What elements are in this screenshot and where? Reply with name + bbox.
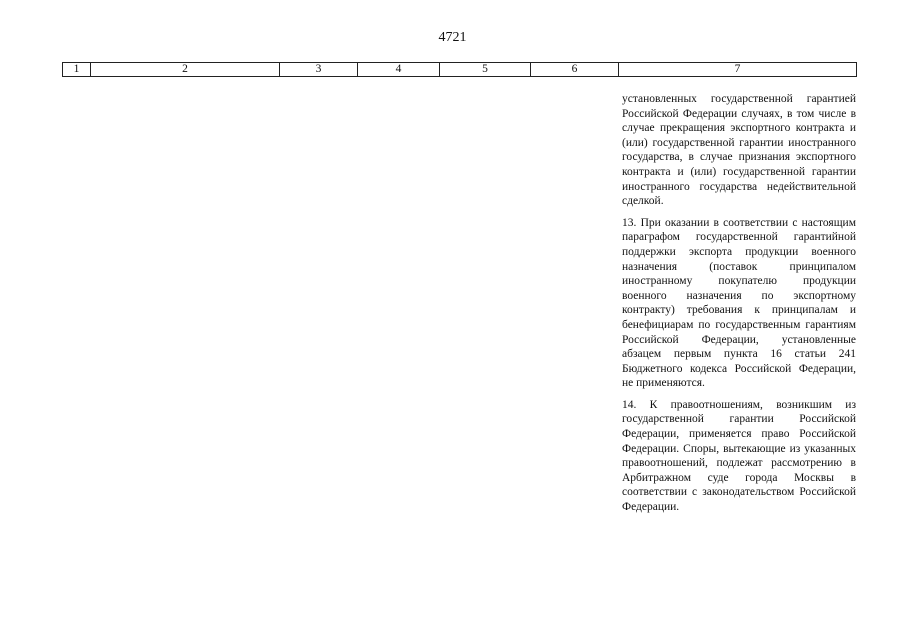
column-header-cell: 1 [63,63,91,77]
page-number: 4721 [438,30,467,45]
column-header-cell: 2 [91,63,280,77]
paragraph-14: 14. К правоотношениям, возникшим из государственной гарантии Российской Федерации, применяется право Российской Федерации. Споры, вытекающие из указанных правоотношений, подлежат рассмотрению в Арбитражном суде города Москвы в соответствии с законодательством Российской Федерации. [622,398,856,514]
column-header-row [63,63,857,77]
paragraph-continuation: установленных государственной гарантией Российской Федерации случаях, в том числе в случае прекращения экспортного контракта и (или) государственной гарантии иностранного государства, в случае признания экспортного контракта и (или) государственной гарантии иностранного государства недействительной сделкой. [622,93,856,208]
column-header-cell: 4 [358,63,440,77]
column-header-cell: 7 [619,63,857,77]
column-header-cell: 6 [531,63,619,77]
column-header-cell: 5 [440,63,531,77]
column-7-content [622,92,856,522]
column-header-table [62,62,857,77]
column-header-cell: 3 [280,63,358,77]
paragraph-13: 13. При оказании в соответствии с настоящим параграфом государственной гарантийной поддержки экспорта продукции военного назначения (поставок принципалом иностранному покупателю продукции военного назначения по экспортному контракту) требования к принципалам и бенефициарам по государственным гарантиям Российской Федерации, установленные абзацем первым пункта 16 статьи 241 Бюджетного кодекса Российской Федерации, не применяются. [622,216,856,390]
